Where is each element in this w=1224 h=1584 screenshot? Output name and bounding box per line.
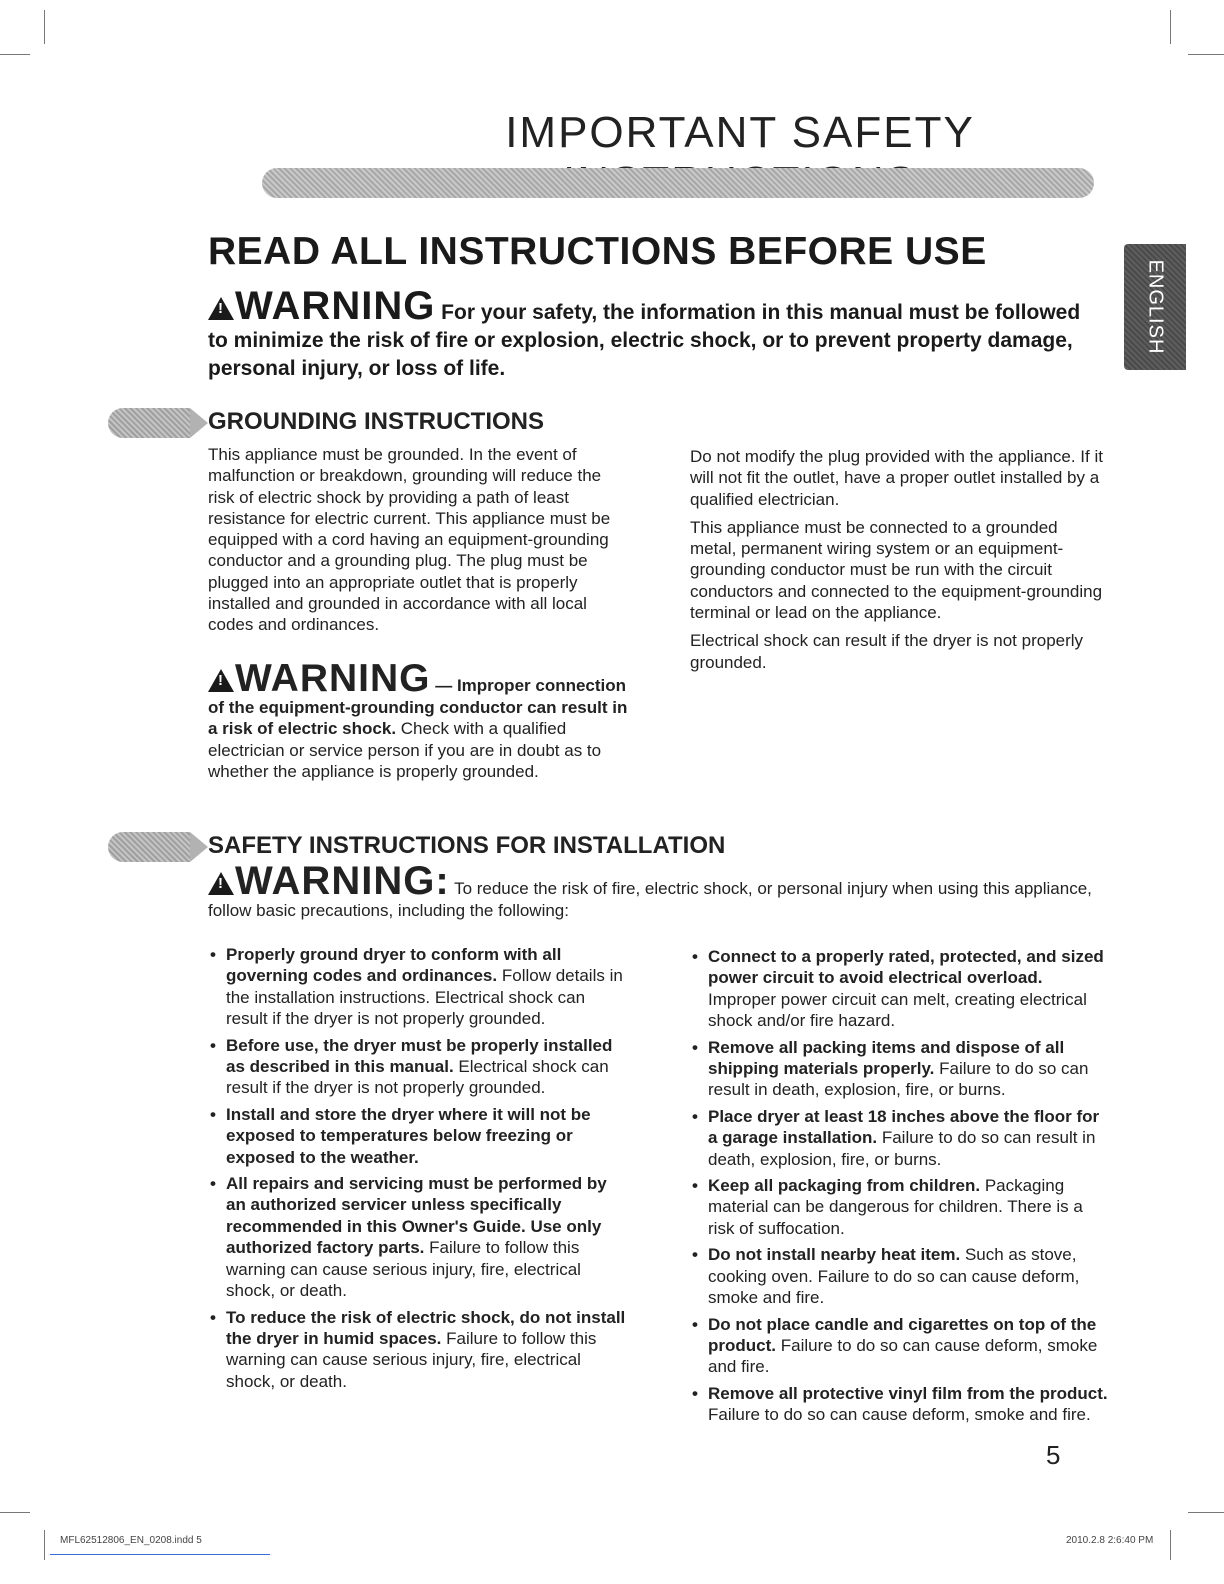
installation-heading: SAFETY INSTRUCTIONS FOR INSTALLATION xyxy=(208,832,726,859)
list-item-bold: Keep all packaging from children. xyxy=(708,1176,981,1196)
grounding-warning-text: Check with a qualified electrician or service person if you are in doubt as to whether the appliance is properly grounded. xyxy=(208,719,602,781)
list-item xyxy=(690,1175,1110,1239)
crop-mark xyxy=(1188,54,1224,55)
list-item-text: Failure to follow this warning can cause serious injury, fire, electrical shock, or death. xyxy=(226,1328,597,1391)
crop-mark xyxy=(0,54,30,55)
grounding-right-column xyxy=(690,446,1106,680)
grounding-right-paragraph: Electrical shock can result if the dryer is not properly grounded. xyxy=(690,631,1084,672)
footer-filename: MFL62512806_EN_0208.indd 5 xyxy=(60,1535,202,1546)
crop-mark xyxy=(1188,1512,1224,1513)
page-title: IMPORTANT SAFETY xyxy=(505,108,975,157)
top-warning-text: For your safety, the information in this manual must be followed to minimize the risk of fire or explosion, electric shock, or to prevent property damage, personal injury, or loss of life. xyxy=(208,301,1081,380)
crop-mark xyxy=(1170,10,1171,44)
grounding-warning xyxy=(208,657,638,783)
list-item-text: Electrical shock can result if the dryer is not properly grounded. xyxy=(226,1057,609,1098)
grounding-warning-bold: connection of the equipment-grounding conductor can result in a risk of electric shock. xyxy=(208,676,628,738)
page-number: 5 xyxy=(1046,1440,1061,1470)
list-item-bold: Install and store the dryer where it will not be exposed to temperatures below freezing or exposed to the weather. xyxy=(226,1104,591,1167)
installation-right-list xyxy=(690,946,1110,1431)
list-item-text: Packaging material can be dangerous for children. There is a risk of suffocation. xyxy=(708,1176,1083,1238)
read-all-heading: READ ALL INSTRUCTIONS BEFORE USE xyxy=(208,230,987,273)
warning-label: WARNING xyxy=(235,657,431,700)
list-item xyxy=(690,1037,1110,1101)
list-item xyxy=(208,1307,628,1393)
list-item-text: Improper power circuit can melt, creating electrical shock and/or fire hazard. xyxy=(708,989,1087,1031)
grounding-warning-lead: — Improper xyxy=(435,676,531,695)
warning-label: WARNING: xyxy=(235,859,450,903)
list-item xyxy=(208,1035,628,1099)
list-item-bold: Do not install nearby heat item. xyxy=(708,1245,961,1265)
warning-triangle-icon xyxy=(208,669,234,692)
section-marker-icon xyxy=(108,408,190,438)
list-item-bold: Remove all protective vinyl film from the product. xyxy=(708,1383,1108,1403)
list-item-text: Failure to follow this warning can cause serious injury, fire, electrical shock, or death. xyxy=(226,1238,581,1301)
list-item-bold: Properly ground dryer to conform with all governing codes and ordinances. xyxy=(226,945,562,986)
footer-timestamp: 2010.2.8 2:6:40 PM xyxy=(1066,1535,1154,1546)
list-item xyxy=(208,1104,628,1168)
grounding-heading: GROUNDING INSTRUCTIONS xyxy=(208,408,544,435)
installation-left-list xyxy=(208,944,628,1397)
grounding-right-paragraph: Do not modify the plug provided with the appliance. If it will not fit the outlet, have a proper outlet installed by a qualified electrician. xyxy=(690,447,1103,509)
list-item-bold: Do not place candle and cigarettes on top of the product. xyxy=(708,1314,1097,1355)
list-item xyxy=(690,1106,1110,1170)
installation-warning-text: To reduce the risk of fire, electric shock, or personal injury when using this appliance, follow basic precautions, including the following: xyxy=(208,879,1092,920)
crop-mark xyxy=(44,10,45,44)
title-underline-bar xyxy=(262,168,1094,198)
top-warning xyxy=(208,284,1088,383)
list-item-text: Follow details in the installation instructions. Electrical shock can result if the dryer is not properly grounded. xyxy=(226,966,623,1029)
list-item-text: Such as stove, cooking oven. Failure to do so can cause deform, smoke and fire. xyxy=(708,1245,1080,1308)
warning-triangle-icon xyxy=(208,297,234,320)
list-item-text: Failure to do so can result in death, explosion, fire, or burns. xyxy=(708,1059,1089,1100)
warning-label: WARNING xyxy=(235,284,436,328)
list-item xyxy=(208,1173,628,1301)
list-item xyxy=(690,1244,1110,1308)
list-item-bold: Connect to a properly rated, protected, and sized power circuit to avoid electrical overload. xyxy=(708,947,1104,988)
list-item-text: Failure to do so can cause deform, smoke and fire. xyxy=(708,1335,1098,1377)
grounding-left-paragraph xyxy=(208,444,628,643)
list-item-text: Failure to do so can result in death, explosion, fire, or burns. xyxy=(708,1128,1096,1169)
installation-warning xyxy=(208,859,1108,922)
list-item-bold: Before use, the dryer must be properly installed as described in this manual. xyxy=(226,1035,613,1077)
list-item xyxy=(690,946,1110,1032)
list-item xyxy=(690,1314,1110,1378)
section-marker-icon xyxy=(108,832,190,862)
list-item-bold: Remove all packing items and dispose of all shipping materials properly. xyxy=(708,1037,1065,1079)
language-tab-label: ENGLISH xyxy=(1144,259,1167,355)
list-item-bold: All repairs and servicing must be performed by an authorized servicer unless specifically recommended in this Owner's Guide. Use only authorized factory parts. xyxy=(226,1174,607,1258)
list-item-text: Failure to do so can cause deform, smoke and fire. xyxy=(708,1405,1091,1425)
grounding-right-paragraph: This appliance must be connected to a grounded metal, permanent wiring system or an equipment-grounding conductor must be run with the circuit conductors and connected to the equipment-grounding terminal or lead on the appliance. xyxy=(690,517,1103,623)
footer-underline xyxy=(50,1554,270,1555)
crop-mark xyxy=(1170,1530,1171,1560)
warning-triangle-icon xyxy=(208,872,234,895)
list-item xyxy=(208,944,628,1030)
list-item-bold: Place dryer at least 18 inches above the floor for a garage installation. xyxy=(708,1106,1100,1148)
grounding-left-text: This appliance must be grounded. In the event of malfunction or breakdown, grounding will reduce the risk of electric shock by providing a path of least resistance for electric current. This appliance must be equipped with a cord having an equipment-grounding conductor and a grounding plug. The plug must be plugged into an appropriate outlet that is properly installed and grounded in accordance with all local codes and ordinances. xyxy=(208,445,611,635)
language-tab xyxy=(1124,244,1186,370)
list-item-bold: To reduce the risk of electric shock, do not install the dryer in humid spaces. xyxy=(226,1307,626,1348)
crop-mark xyxy=(0,1512,30,1513)
list-item xyxy=(690,1383,1110,1426)
crop-mark xyxy=(44,1530,45,1560)
